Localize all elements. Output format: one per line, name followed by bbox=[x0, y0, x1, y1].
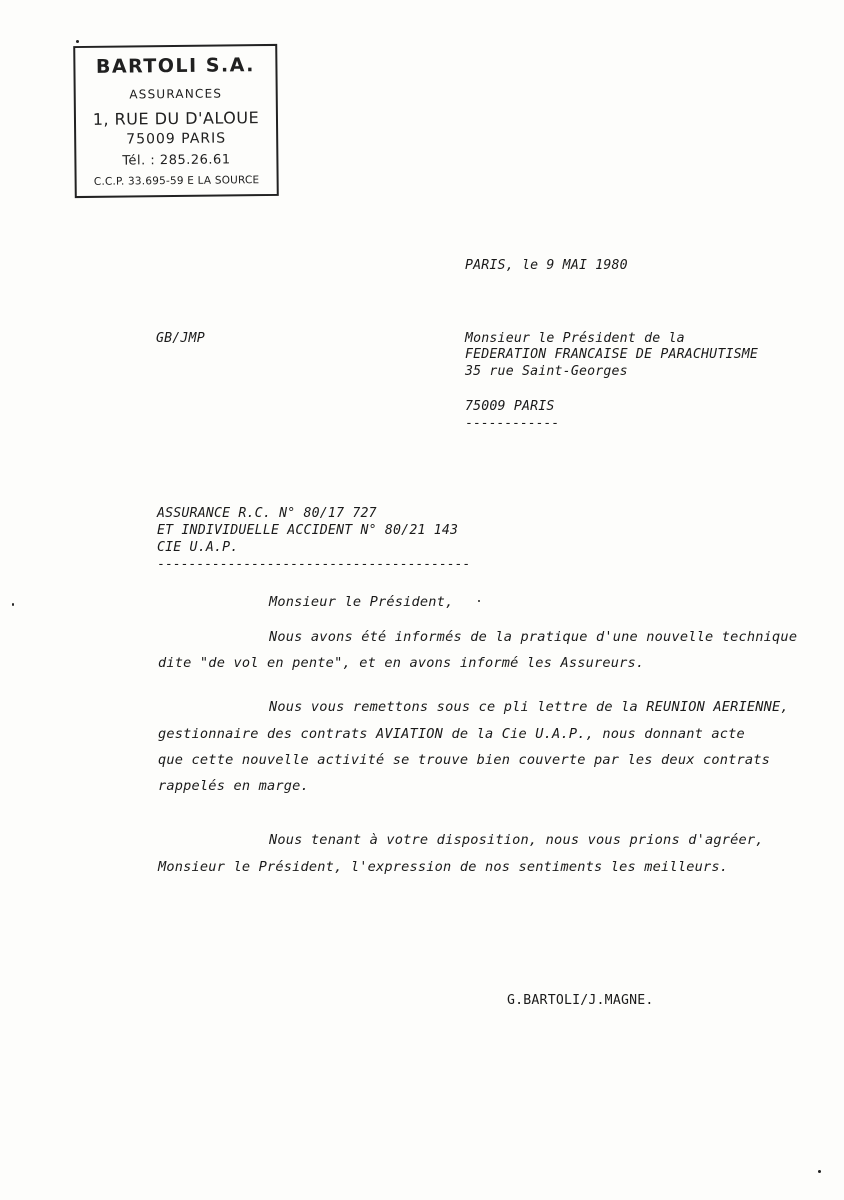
reference: GB/JMP bbox=[156, 331, 205, 346]
recipient-line-4: 75009 PARIS bbox=[465, 399, 555, 414]
stamp-company: BARTOLI S.A. bbox=[95, 54, 256, 78]
subject-underline: ---------------------------------------- bbox=[157, 557, 471, 572]
company-stamp bbox=[73, 44, 279, 198]
signature: G.BARTOLI/J.MAGNE. bbox=[507, 993, 654, 1008]
stamp-city: 75009 PARIS bbox=[126, 130, 227, 148]
subject-line-1: ASSURANCE R.C. N° 80/17 727 bbox=[157, 506, 377, 521]
paper-speck bbox=[12, 603, 14, 606]
paragraph-2-line-4: rappelés en marge. bbox=[158, 778, 309, 794]
subject-line-2: ET INDIVIDUELLE ACCIDENT N° 80/21 143 bbox=[157, 523, 459, 538]
stamp-ccp: C.C.P. 33.695-59 E LA SOURCE bbox=[93, 174, 260, 188]
paragraph-2-line-2: gestionnaire des contrats AVIATION de la Cie U.A.P., nous donnant acte bbox=[158, 726, 745, 742]
paragraph-2-line-3: que cette nouvelle activité se trouve bien couverte par les deux contrats bbox=[158, 752, 771, 768]
date-line: PARIS, le 9 MAI 1980 bbox=[465, 258, 628, 273]
paper-speck bbox=[478, 600, 480, 602]
subject-line-3: CIE U.A.P. bbox=[157, 540, 239, 555]
paper-speck bbox=[76, 40, 79, 43]
stamp-street: 1, RUE DU D'ALOUE bbox=[92, 108, 260, 129]
paragraph-3-line-2: Monsieur le Président, l'expression de nos sentiments les meilleurs. bbox=[158, 859, 729, 875]
paper-speck bbox=[818, 1170, 821, 1173]
recipient-line-1: Monsieur le Président de la bbox=[465, 331, 685, 346]
paragraph-1-line-1: Nous avons été informés de la pratique d'une nouvelle technique bbox=[269, 629, 798, 645]
salutation: Monsieur le Président, bbox=[269, 594, 454, 610]
recipient-line-3: 35 rue Saint-Georges bbox=[465, 364, 628, 379]
paragraph-1-line-2: dite "de vol en pente", et en avons informé les Assureurs. bbox=[158, 655, 645, 671]
recipient-underline: ------------ bbox=[465, 416, 559, 431]
stamp-phone: Tél. : 285.26.61 bbox=[122, 152, 231, 169]
recipient-line-2: FEDERATION FRANCAISE DE PARACHUTISME bbox=[465, 347, 759, 362]
paragraph-3-line-1: Nous tenant à votre disposition, nous vous prions d'agréer, bbox=[269, 832, 764, 848]
paragraph-2-line-1: Nous vous remettons sous ce pli lettre de la REUNION AERIENNE, bbox=[269, 699, 789, 715]
stamp-activity: ASSURANCES bbox=[129, 86, 223, 102]
